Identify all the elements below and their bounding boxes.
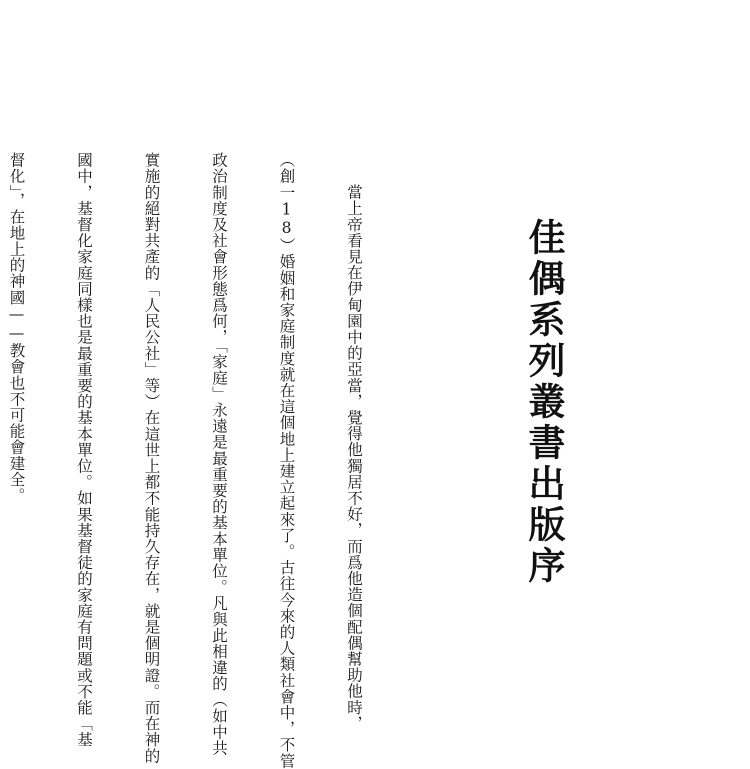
text-line: 國中，基督化家庭同樣也是最重要的基本單位。如果基督徒的家庭有問題或不能「基 [75, 152, 93, 748]
text-line: 政治制度及社會形態爲何，「家庭」永遠是最重要的基本單位。凡與此相違的（如中共 [210, 152, 228, 757]
text-line: 督化」，在地上的神國——教會也不可能會建全。 [7, 152, 26, 504]
paragraph-1 [0, 152, 410, 769]
text-line: （創一18）婚姻和家庭制度就在這個地上建立起來了。古往今來的人類社會中，不管 [277, 152, 296, 769]
text-line: 當上帝看見在伊甸園中的亞當，覺得他獨居不好，而爲他造個配偶幫助他時， [345, 184, 363, 732]
document-title: 佳偶系列叢書出版序 [522, 218, 566, 587]
body-text [0, 152, 410, 769]
text-line: 實施的絕對共產的「人民公社」等）在這世上都不能持久存在，就是個明證。而在神的 [142, 152, 161, 764]
